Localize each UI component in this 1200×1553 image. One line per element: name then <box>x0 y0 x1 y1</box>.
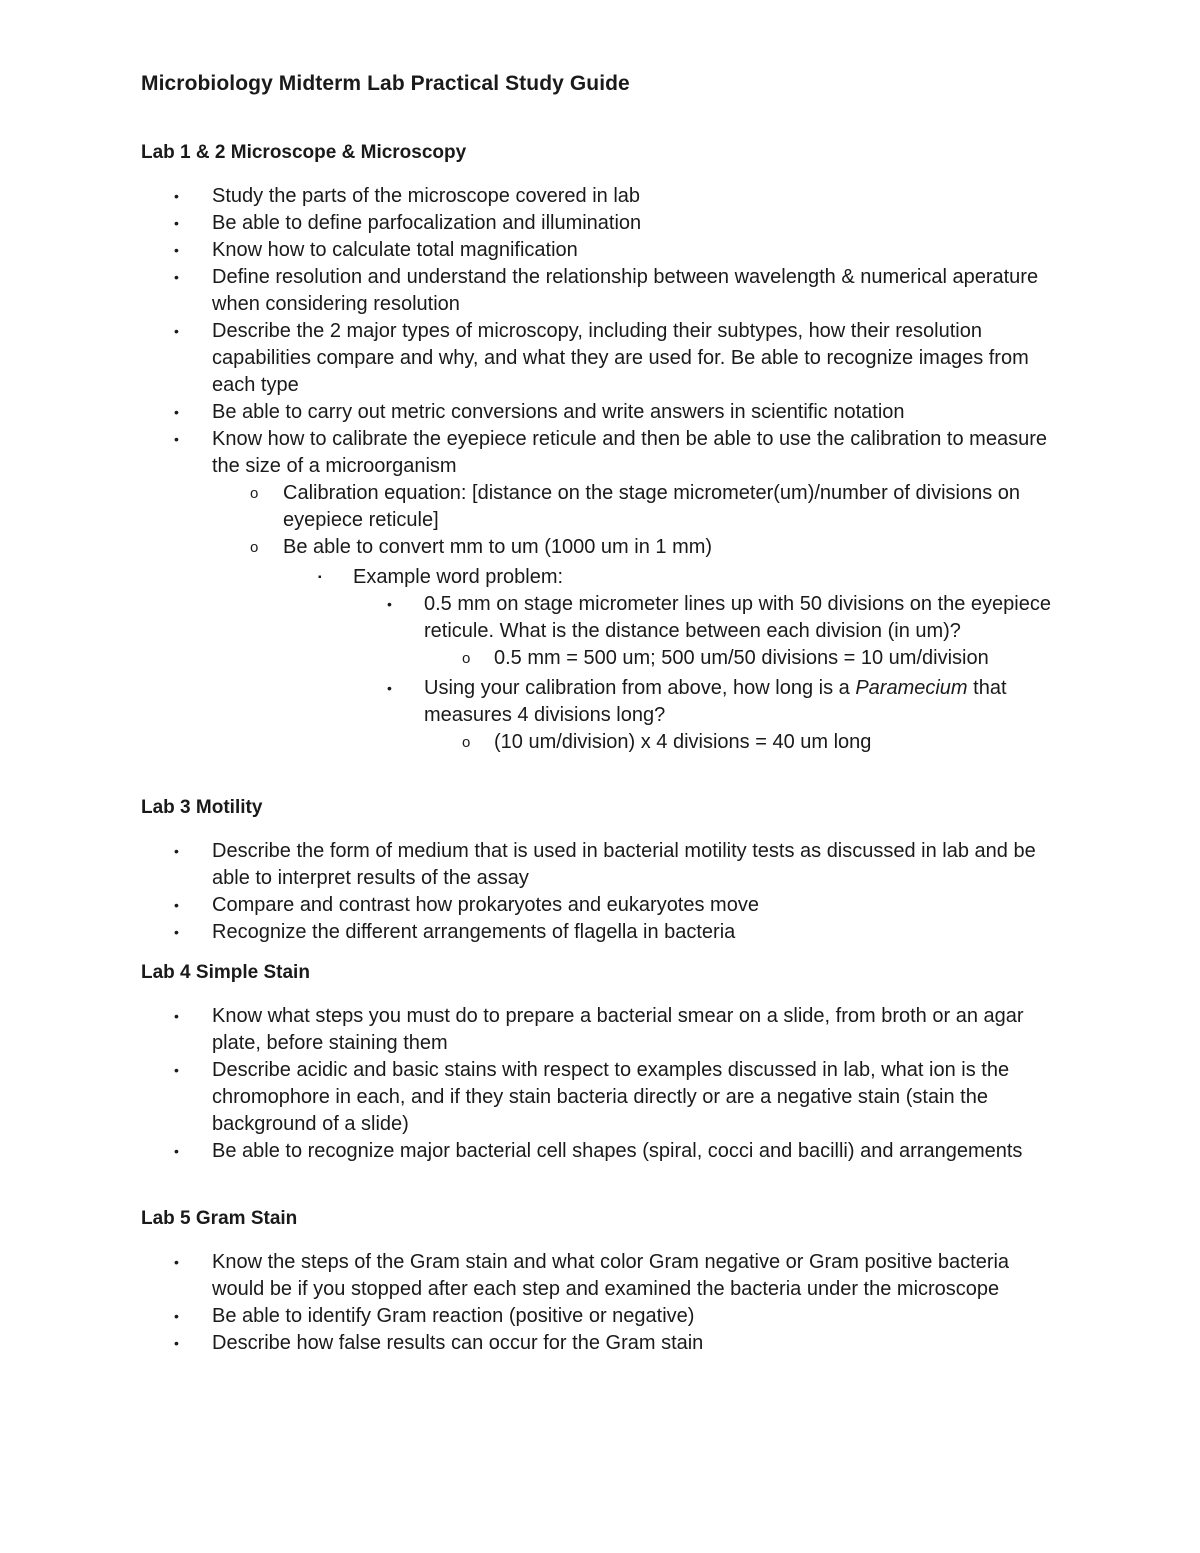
bullet-marker: • <box>174 323 179 339</box>
circle-marker: o <box>462 650 471 667</box>
list-item-text: Recognize the different arrangements of flagella in bacteria <box>212 921 736 943</box>
problem-item <box>0 591 1054 645</box>
list-item <box>0 919 1052 946</box>
bullet-marker: • <box>174 1335 179 1351</box>
list-item <box>0 426 1052 480</box>
list-item <box>0 892 1052 919</box>
sub-list-item <box>0 480 1053 534</box>
section-list-lab-5 <box>0 1249 1200 1357</box>
section-list-lab-3 <box>0 838 1200 946</box>
list-item-text: Know how to calibrate the eyepiece reticule and then be able to use the calibration to measure the size of a microorganism <box>212 428 1047 477</box>
problem-answer: 0.5 mm = 500 um; 500 um/50 divisions = 10 um/division <box>494 647 989 669</box>
sub-list-item-text: Calibration equation: [distance on the stage micrometer(um)/number of divisions on eyepiece reticule] <box>283 482 1021 531</box>
bullet-marker: • <box>387 596 392 612</box>
problem-answer: (10 um/division) x 4 divisions = 40 um long <box>494 731 872 753</box>
document-title: Microbiology Midterm Lab Practical Study Guide <box>141 72 630 95</box>
list-item <box>0 838 1052 892</box>
list-item <box>0 1003 1052 1057</box>
list-item <box>0 264 1052 318</box>
list-item <box>0 1138 1052 1165</box>
problem-question-pre: Using your calibration from above, how long is a <box>424 677 856 699</box>
list-item-text: Study the parts of the microscope covered in lab <box>212 185 641 207</box>
bullet-marker: • <box>174 188 179 204</box>
sub-list-item-text: Be able to convert mm to um (1000 um in 1 mm) <box>283 536 713 558</box>
list-item <box>0 399 1052 426</box>
bullet-marker: • <box>174 269 179 285</box>
list-item <box>0 237 1052 264</box>
bullet-marker: • <box>174 924 179 940</box>
list-item-text: Describe acidic and basic stains with respect to examples discussed in lab, what ion is the chromophore in each, and if they stain bacteria directly or are a negative stain (stain the background of a slide) <box>212 1059 1010 1135</box>
list-item-text: Be able to carry out metric conversions and write answers in scientific notation <box>212 401 905 423</box>
problem-question <box>424 675 1054 729</box>
list-item <box>0 1057 1052 1138</box>
list-item-text: Know the steps of the Gram stain and what color Gram negative or Gram positive bacteria would be if you stopped after each step and examined the bacteria under the microscope <box>212 1251 1010 1300</box>
circle-marker: o <box>250 539 259 556</box>
bullet-marker: • <box>174 404 179 420</box>
bullet-marker: • <box>174 1308 179 1324</box>
bullet-marker: • <box>174 431 179 447</box>
list-item <box>0 183 1052 210</box>
square-marker: ▪ <box>318 572 322 583</box>
section-heading-lab-4: Lab 4 Simple Stain <box>141 962 310 983</box>
problem-question: 0.5 mm on stage micrometer lines up with 50 divisions on the eyepiece reticule. What is the distance between each division (in um)? <box>424 593 1051 642</box>
list-item-text: Be able to recognize major bacterial cell shapes (spiral, cocci and bacilli) and arrangements <box>212 1140 1023 1162</box>
list-item-text: Describe the form of medium that is used in bacterial motility tests as discussed in lab and be able to interpret results of the assay <box>212 840 1036 889</box>
bullet-marker: • <box>174 1008 179 1024</box>
list-item <box>0 210 1052 237</box>
bullet-marker: • <box>174 897 179 913</box>
list-item-text: Know how to calculate total magnification <box>212 239 578 261</box>
sub-list-item <box>0 534 1053 561</box>
list-item-text: Describe the 2 major types of microscopy, including their subtypes, how their resolution capabilities compare and why, and what they are used for. Be able to recognize images from each type <box>212 320 1029 396</box>
section-list-lab-1-2 <box>0 183 1200 756</box>
bullet-marker: • <box>387 680 392 696</box>
list-item-text: Be able to identify Gram reaction (positive or negative) <box>212 1305 695 1327</box>
problem-question-post: that measures 4 divisions long? <box>424 677 1007 726</box>
circle-marker: o <box>250 485 259 502</box>
bullet-marker: • <box>174 1254 179 1270</box>
section-heading-lab-5: Lab 5 Gram Stain <box>141 1208 298 1229</box>
list-item-text: Compare and contrast how prokaryotes and eukaryotes move <box>212 894 759 916</box>
bullet-marker: • <box>174 843 179 859</box>
example-label-item <box>0 564 1053 591</box>
bullet-marker: • <box>174 1062 179 1078</box>
problem-answer-item <box>0 645 1054 672</box>
list-item-text: Be able to define parfocalization and illumination <box>212 212 642 234</box>
list-item-text: Describe how false results can occur for the Gram stain <box>212 1332 704 1354</box>
bullet-marker: • <box>174 242 179 258</box>
section-heading-lab-3: Lab 3 Motility <box>141 797 263 818</box>
bullet-marker: • <box>174 1143 179 1159</box>
problem-answer-item <box>0 729 1054 756</box>
list-item <box>0 1303 1052 1330</box>
list-item-text: Define resolution and understand the relationship between wavelength & numerical aperature when considering resolution <box>212 266 1039 315</box>
circle-marker: o <box>462 734 471 751</box>
list-item-text: Know what steps you must do to prepare a bacterial smear on a slide, from broth or an agar plate, before staining them <box>212 1005 1024 1054</box>
section-heading-lab-1-2: Lab 1 & 2 Microscope & Microscopy <box>141 142 467 163</box>
bullet-marker: • <box>174 215 179 231</box>
list-item <box>0 318 1052 399</box>
section-list-lab-4 <box>0 1003 1200 1165</box>
list-item <box>0 1249 1052 1303</box>
problem-question-emphasis: Paramecium <box>855 677 968 699</box>
problem-item <box>0 675 1054 729</box>
example-label: Example word problem: <box>353 566 564 588</box>
list-item <box>0 1330 1052 1357</box>
